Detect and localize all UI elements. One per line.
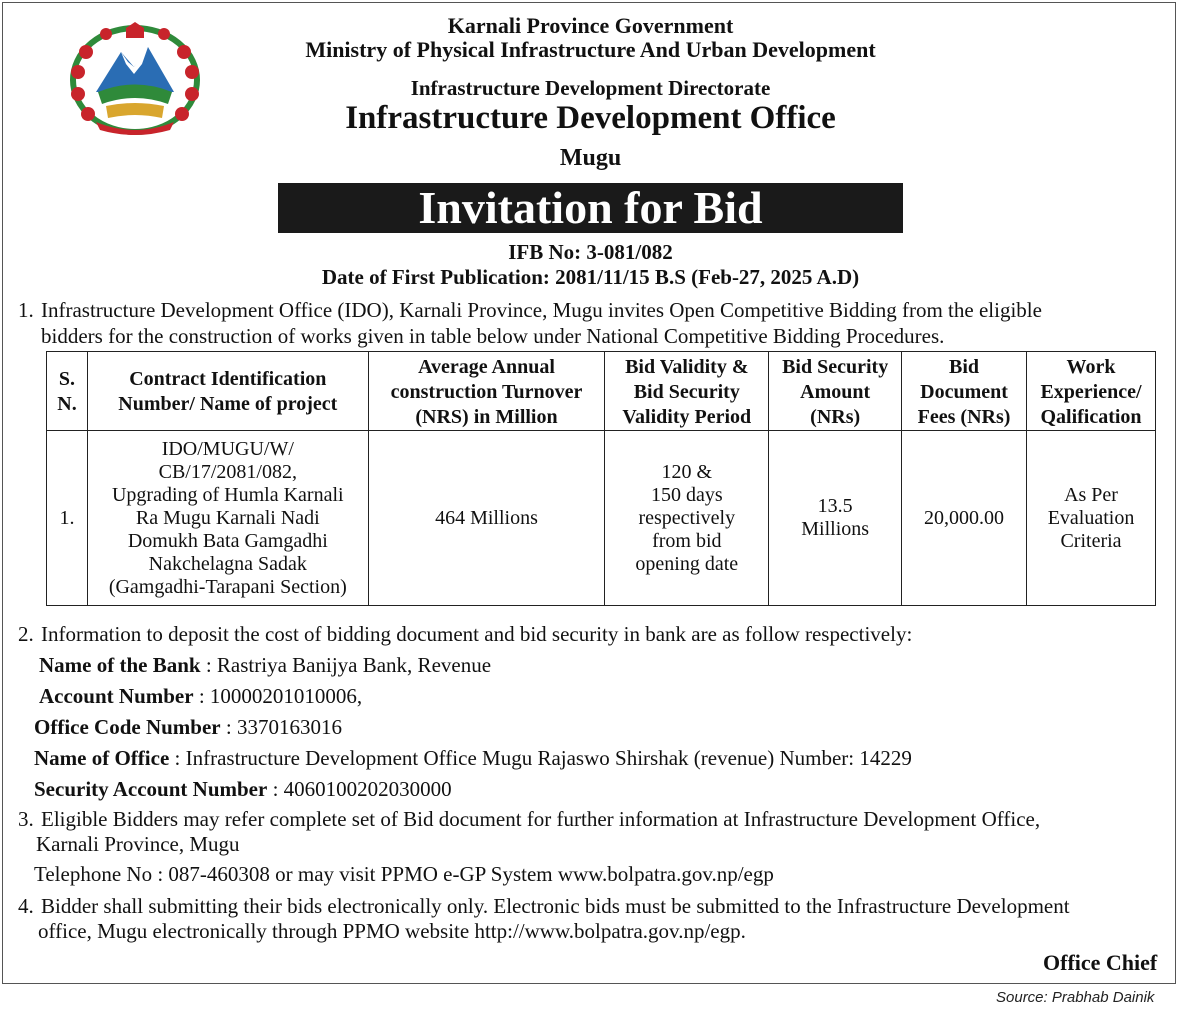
col-header-turnover [368,352,605,431]
col-header-text: Bid Security [782,355,889,378]
header-ministry: Ministry of Physical Infrastructure And Urban Development [305,37,876,62]
account-number-label: Account Number [39,684,194,708]
col-header-text: Amount [800,380,871,403]
para1-line1: Infrastructure Development Office (IDO), Karnali Province, Mugu invites Open Competitive Bidding from the eligible [41,298,1042,322]
para3-number: 3. [18,807,34,831]
security-account-value: : 4060100202030000 [267,777,452,801]
source-credit: Source: Prabhab Dainik [996,989,1155,1006]
table-row [47,431,1156,606]
office-name-line [34,746,912,770]
para2-intro: Information to deposit the cost of bidding document and bid security in bank are as follow respectively: [41,622,913,646]
col-header-sn [47,352,88,431]
account-number-line [39,684,362,708]
col-header-text: Bid [949,355,980,378]
col-header-text: Bid Security [633,380,740,403]
col-header-contract [87,352,368,431]
bid-table [46,351,1156,606]
ifb-number: IFB No: 3-081/082 [508,240,673,264]
cell-text: Upgrading of Humla Karnali [111,483,344,506]
cell-text: Domukh Bata Gamgadhi [127,529,328,552]
col-header-text: Fees (NRs) [917,405,1011,428]
col-header-text: Experience/ [1040,380,1142,403]
header-province: Karnali Province Government [447,13,734,38]
para1-line2: bidders for the construction of works given in table below under National Competitive Bidding Procedures. [41,324,945,348]
cell-text: Nakchelagna Sadak [148,552,307,575]
header-district: Mugu [559,145,622,171]
header-office: Infrastructure Development Office [345,100,836,136]
security-account-line [34,777,452,801]
account-number-value: : 10000201010006, [193,684,363,708]
cell-text: respectively [638,506,736,529]
cell-text: Evaluation [1047,506,1135,529]
bank-name-label: Name of the Bank [39,653,201,677]
col-header-text: S. [58,368,76,390]
office-code-line [34,715,342,739]
cell-text: IDO/MUGU/W/ [161,437,294,460]
col-header-text: Qalification [1040,405,1142,428]
cell-validity [605,431,769,606]
col-header-text: Number/ Name of project [118,393,338,415]
office-name-label: Name of Office [34,746,170,770]
cell-fees: 20,000.00 [902,431,1027,606]
col-header-fees [902,352,1027,431]
cell-text: 13.5 [817,495,853,517]
para3-line1: Eligible Bidders may refer complete set of Bid document for further information at Infrastructure Development Office, [41,807,1041,831]
cell-text: (Gamgadhi-Tarapani Section) [108,575,347,598]
para4-number: 4. [18,894,34,918]
cell-work [1027,431,1156,606]
col-header-work [1027,352,1156,431]
col-header-text: Average Annual [418,355,555,378]
col-header-text: N. [57,393,77,415]
header-directorate: Infrastructure Development Directorate [410,76,771,100]
cell-text: Ra Mugu Karnali Nadi [135,506,320,529]
para1-number: 1. [18,298,34,322]
col-header-text: Bid Validity & [625,355,749,378]
cell-text: Millions [801,518,870,540]
office-code-label: Office Code Number [34,715,221,739]
office-code-value: : 3370163016 [220,715,342,739]
col-header-validity [605,352,769,431]
col-header-text: Work [1066,355,1116,378]
office-name-value: : Infrastructure Development Office Mugu Rajaswo Shirshak (revenue) Number: 14229 [169,746,912,770]
cell-text: from bid [652,529,722,552]
para4-line1: Bidder shall submitting their bids electronically only. Electronic bids must be submitted to the Infrastructure Development [41,894,1070,918]
para3-line2: Karnali Province, Mugu [36,832,240,856]
signature-office-chief: Office Chief [1043,950,1158,975]
col-header-text: (NRs) [810,405,861,428]
para3-telephone: Telephone No : 087-460308 or may visit PPMO e-GP System www.bolpatra.gov.np/egp [34,862,774,886]
bank-name-value: : Rastriya Banijya Bank, Revenue [200,653,492,677]
cell-security [769,431,902,606]
col-header-text: Validity Period [622,405,752,428]
cell-sn: 1. [47,431,88,606]
cell-text: Criteria [1060,529,1122,552]
col-header-text: Contract Identification [129,368,327,390]
col-header-text: (NRS) in Million [415,405,558,428]
cell-turnover: 464 Millions [368,431,605,606]
table-header-row [47,352,1156,431]
bank-name-line [39,653,491,677]
cell-text: 150 days [650,483,723,506]
col-header-security [769,352,902,431]
col-header-text: Document [920,380,1008,403]
security-account-label: Security Account Number [34,777,268,801]
title-banner: Invitation for Bid [278,183,903,233]
publication-date: Date of First Publication: 2081/11/15 B.S (Feb-27, 2025 A.D) [321,265,860,289]
cell-text: CB/17/2081/082, [158,460,297,483]
cell-text: 120 & [661,460,713,483]
col-header-text: construction Turnover [390,380,583,403]
para4-line2: office, Mugu electronically through PPMO website http://www.bolpatra.gov.np/egp. [38,919,746,943]
cell-text: opening date [635,552,739,575]
cell-text: As Per [1064,483,1118,506]
cell-project [87,431,368,606]
para2-number: 2. [18,622,34,646]
